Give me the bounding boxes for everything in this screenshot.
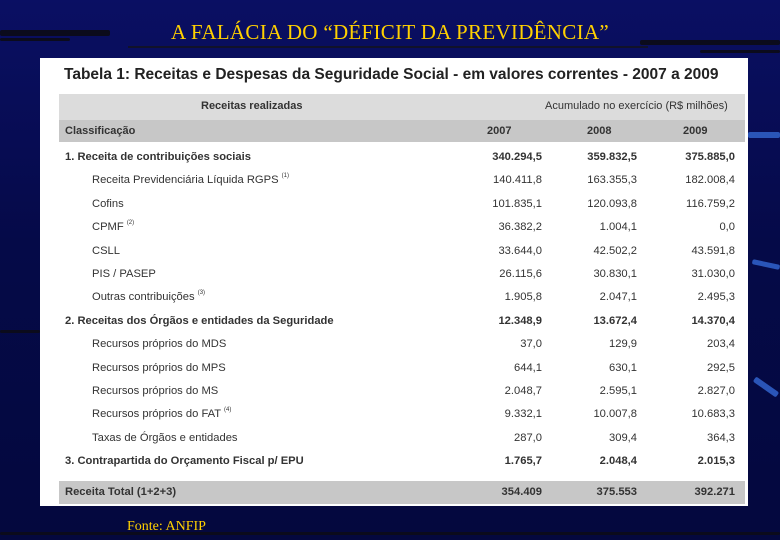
header-year-2007: 2007 [487, 125, 512, 137]
cell-2009: 375.885,0 [685, 151, 735, 163]
background-stripe [0, 330, 40, 333]
cell-2008: 2.047,1 [599, 291, 637, 304]
cell-2009: 182.008,4 [685, 174, 735, 187]
row-label: Receita Previdenciária Líquida RGPS $^{(1)}$ [92, 173, 290, 187]
cell-2009: 2.015,3 [697, 455, 735, 468]
row-label: CSLL [92, 244, 120, 257]
cell-2007: 1.765,7 [504, 455, 542, 468]
table-row [59, 428, 745, 451]
table-row [59, 264, 745, 287]
table-row [59, 358, 745, 381]
cell-2007: 9.332,1 [504, 408, 542, 421]
footnote-marker: (2) [126, 220, 135, 227]
cell-2007: 33.644,0 [498, 244, 542, 257]
footnote-marker: (4) [224, 407, 232, 414]
row-label: CPMF $^{(2)}$ [92, 220, 135, 234]
cell-2009: 2.495,3 [697, 291, 735, 304]
cell-2009: 292,5 [707, 361, 735, 374]
cell-2007: 12.348,9 [498, 314, 542, 327]
row-label: Taxas de Órgãos e entidades [92, 431, 238, 444]
table-total-row [59, 481, 745, 504]
cell-2008: 42.502,2 [593, 244, 637, 257]
footnote-marker: (1) [281, 173, 290, 180]
table-image [40, 58, 748, 506]
cell-2007: 37,0 [520, 338, 542, 351]
cell-2008: 163.355,3 [587, 174, 637, 187]
table-row [59, 381, 745, 404]
row-label: Cofins [92, 197, 124, 210]
table-row [59, 334, 745, 357]
cell-2009: 203,4 [707, 338, 735, 351]
cell-2007: 644,1 [514, 361, 542, 374]
cell-2008: 120.093,8 [587, 197, 637, 210]
cell-2008: 309,4 [609, 431, 637, 444]
cell-2007: 101.835,1 [492, 197, 542, 210]
row-label: Recursos próprios do FAT $^{(4)}$ [92, 407, 232, 421]
cell-2007: 140.411,8 [493, 174, 542, 187]
cell-2008: 129,9 [609, 338, 637, 351]
cell-2008: 10.007,8 [593, 408, 637, 421]
total-2009: 392.271 [694, 486, 735, 498]
header-acumulado: Acumulado no exercício (R$ milhões) [545, 100, 728, 112]
footnote-marker: (3) [197, 290, 206, 297]
cell-2008: 2.595,1 [599, 384, 637, 397]
cell-2008: 630,1 [609, 361, 637, 374]
cell-2007: 2.048,7 [504, 384, 542, 397]
row-label: 1. Receita de contribuições sociais [65, 151, 251, 163]
row-label: Recursos próprios do MPS [92, 361, 226, 374]
total-2008: 375.553 [596, 486, 637, 498]
table-title: Tabela 1: Receitas e Despesas da Seguridade Social - em valores correntes - 2007 a 2009 [64, 66, 719, 83]
table-row [59, 287, 745, 310]
table-header-top [59, 94, 745, 120]
total-label: Receita Total (1+2+3) [65, 486, 177, 498]
table-row [59, 194, 745, 217]
table-row [59, 451, 745, 474]
cell-2009: 0,0 [719, 221, 735, 234]
row-label: Recursos próprios do MS [92, 384, 219, 397]
source-caption: Fonte: ANFIP [127, 519, 206, 534]
row-label: PIS / PASEP [92, 267, 156, 280]
background-stripe [0, 532, 780, 535]
row-label: Recursos próprios do MDS [92, 338, 227, 351]
cell-2009: 364,3 [707, 431, 735, 444]
cell-2008: 359.832,5 [587, 151, 637, 163]
row-label: 2. Receitas dos Órgãos e entidades da Seguridade [65, 314, 334, 327]
row-label: Outras contribuições $^{(3)}$ [92, 290, 206, 304]
background-stripe [752, 259, 780, 270]
cell-2008: 1.004,1 [599, 221, 637, 234]
cell-2008: 2.048,4 [599, 455, 637, 468]
table-row [59, 217, 745, 240]
cell-2009: 14.370,4 [691, 314, 735, 327]
table-row [59, 170, 745, 193]
cell-2009: 10.683,3 [691, 408, 735, 421]
background-stripe [748, 132, 780, 138]
cell-2009: 116.759,2 [686, 197, 735, 210]
background-stripe [700, 50, 780, 53]
header-classificacao: Classificação [65, 125, 136, 137]
table-body [59, 147, 745, 474]
cell-2008: 13.672,4 [593, 314, 637, 327]
table-header-columns [59, 120, 745, 142]
table-row [59, 147, 745, 170]
header-year-2009: 2009 [683, 125, 708, 137]
cell-2007: 36.382,2 [498, 221, 542, 234]
header-receitas-realizadas: Receitas realizadas [201, 100, 303, 112]
row-label: 3. Contrapartida do Orçamento Fiscal p/ EPU [65, 455, 304, 468]
cell-2008: 30.830,1 [593, 267, 637, 280]
cell-2009: 43.591,8 [691, 244, 735, 257]
cell-2007: 26.115,6 [499, 267, 542, 280]
total-2007: 354.409 [501, 486, 542, 498]
table-row [59, 404, 745, 427]
cell-2007: 340.294,5 [492, 151, 542, 163]
title-underline [128, 46, 648, 48]
cell-2007: 287,0 [514, 431, 542, 444]
background-stripe [753, 377, 779, 398]
slide-title: A FALÁCIA DO “DÉFICIT DA PREVIDÊNCIA” [171, 20, 609, 44]
cell-2007: 1.905,8 [504, 291, 542, 304]
table-row [59, 241, 745, 264]
table-row [59, 311, 745, 334]
cell-2009: 2.827,0 [697, 384, 735, 397]
cell-2009: 31.030,0 [691, 267, 735, 280]
header-year-2008: 2008 [587, 125, 612, 137]
